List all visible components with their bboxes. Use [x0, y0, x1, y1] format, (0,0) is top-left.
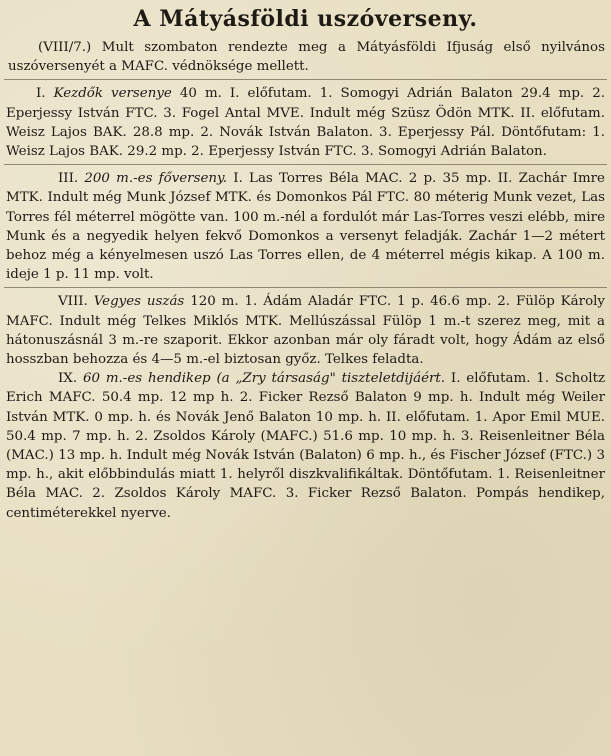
section-title: 200 m.-es főverseny.	[84, 171, 228, 187]
section-text: 40 m. I. előfutam. 1. Somogyi Adrián Balaton 29.4 mp. 2. Eperjessy István FTC. 3. Fogel Antal MVE. Indult még Szüsz Ödön MTK. II. előfutam. Weisz Lajos BAK. 28.8 mp. 2. Novák István Balaton. 3. Eperjessy Pál. Döntőfutam: 1. Weisz Lajos BAK. 29.2 mp. 2. Eperjessy István FTC. 3. Somogyi Adrián Balaton.	[6, 86, 605, 160]
section-paragraph	[6, 169, 605, 284]
section-paragraph	[6, 369, 605, 523]
section-title: Kezdők versenye	[53, 86, 172, 102]
intro-paragraph	[6, 38, 605, 76]
section-vegyes	[4, 292, 607, 369]
section-number: III.	[58, 171, 79, 187]
section-paragraph	[6, 292, 605, 369]
section-number: I.	[36, 86, 46, 102]
section-title: 60 m.-es hendikep (a „Zry társaság" tiszteletdijáért.	[82, 371, 446, 387]
section-divider	[4, 164, 607, 165]
article-headline: A Mátyásföldi uszóverseny.	[133, 6, 478, 32]
section-number: VIII.	[58, 294, 88, 310]
section-kezdok	[4, 84, 607, 161]
section-text: I. Las Torres Béla MAC. 2 p. 35 mp. II. Zachár Imre MTK. Indult még Munk József MTK. és Domonkos Pál FTC. 80 méterig Munk vezet, Las Torres fél méterrel mögötte van. 100 m.-nél a fordulót már Las-Torres veszi elébb, mire Munk és a negyedik helyen fekvő Domonkos a versenyt feladják. Zachár 1—2 métert behoz még a kényelmesen uszó Las Torres ellen, de 4 méterrel mégis kikap. A 100 m. ideje 1 p. 11 mp. volt.	[6, 171, 605, 283]
section-text: I. előfutam. 1. Scholtz Erich MAFC. 50.4 mp. 12 mp h. 2. Ficker Rezső Balaton 9 mp. h. Indult még Weiler István MTK. 0 mp. h. és Novák Jenő Balaton 10 mp. h. II. előfutam. 1. Apor Emil MUE. 50.4 mp. 7 mp. h. 2. Zsoldos Károly (MAFC.) 51.6 mp. 10 mp. h. 3. Reisenleitner Béla (MAC.) 13 mp. h. Indult még Novák István (Balaton) 6 mp. h., és Fischer József (FTC.) 3 mp. h., akit előbbindulás miatt 1. helyről diszkvalifikáltak. Döntőfutam. 1. Reisenleitner Béla MAC. 2. Zsoldos Károly MAFC. 3. Ficker Rezső Balaton. Pompás hendikep, centiméterekkel nyerve.	[6, 371, 606, 521]
section-paragraph	[6, 84, 605, 161]
intro-block	[4, 38, 607, 76]
section-divider	[4, 287, 607, 288]
section-number: IX.	[58, 371, 78, 387]
intro-text: (VIII/7.) Mult szombaton rendezte meg a Mátyásföldi Ifjuság első nyilvános uszóversenyét a MAFC. védnöksége mellett.	[8, 40, 605, 75]
section-hendikep	[4, 369, 607, 523]
section-text: 120 m. 1. Ádám Aladár FTC. 1 p. 46.6 mp. 2. Fülöp Károly MAFC. Indult még Telkes Miklós MTK. Mellúszással Fülöp 1 m.-t szerez meg, mit a hátonuszásnál 3 m.-re szaporit. Ekkor azonban már oly fáradt volt, hogy Ádám az első hosszban behozza és 4—5 m.-el biztosan győz. Telkes feladta.	[6, 294, 605, 368]
section-foverseny	[4, 169, 607, 284]
section-title: Vegyes uszás	[93, 294, 185, 310]
section-divider	[4, 79, 607, 80]
